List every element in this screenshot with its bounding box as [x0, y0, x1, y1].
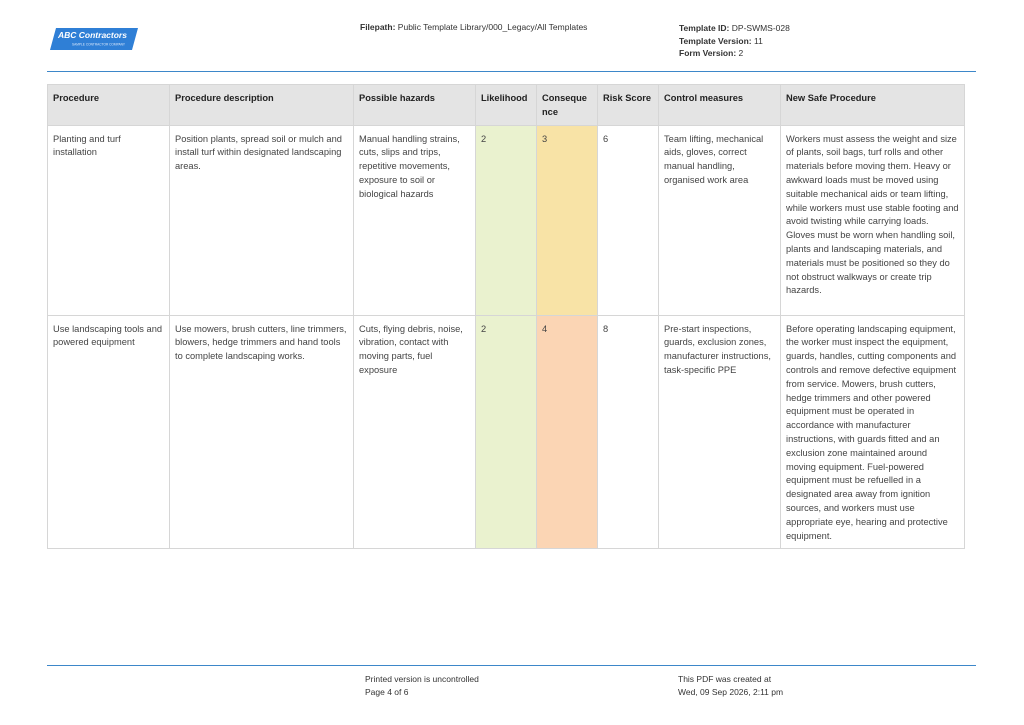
template-version-value: 11	[753, 35, 763, 46]
col-header-hazards: Possible hazards	[354, 85, 476, 126]
form-version-value: 2	[738, 48, 744, 58]
cell-procedure: Planting and turf installation	[48, 125, 170, 315]
footer-page-info	[365, 673, 479, 698]
page-number: Page 4 of 6	[365, 686, 409, 697]
cell-controls: Pre-start inspections, guards, exclusion zones, manufacturer instructions, task-specific PPE	[659, 315, 781, 549]
template-id-value: DP-SWMS-028	[731, 23, 790, 33]
uncontrolled-notice: Printed version is uncontrolled	[365, 674, 479, 684]
table-row	[48, 125, 965, 315]
cell-likelihood: 2	[476, 315, 537, 549]
filepath-line	[360, 22, 587, 32]
template-meta	[679, 22, 790, 60]
table-row	[48, 315, 965, 549]
logo-title: ABC Contractors	[58, 30, 127, 40]
cell-controls: Team lifting, mechanical aids, gloves, correct manual handling, organised work area	[659, 125, 781, 315]
cell-hazards: Manual handling strains, cuts, slips and trips, repetitive movements, exposure to soil or biological hazards	[354, 125, 476, 315]
col-header-risk-score: Risk Score	[598, 85, 659, 126]
cell-hazards: Cuts, flying debris, noise, vibration, contact with moving parts, fuel exposure	[354, 315, 476, 549]
logo-subtitle: SAMPLE CONTRACTOR COMPANY	[72, 42, 126, 47]
cell-consequence: 3	[537, 125, 598, 315]
cell-risk-score: 6	[598, 125, 659, 315]
template-id-line	[679, 22, 790, 35]
form-version-label: Form Version:	[679, 48, 737, 58]
cell-consequence: 4	[537, 315, 598, 549]
col-header-consequence: Consequence	[537, 85, 598, 126]
cell-new-procedure: Workers must assess the weight and size of plants, soil bags, turf rolls and other materials before moving them. Heavy or awkward loads must be moved using suitable mechanical aids or team lifting, while workers must use stable footing and avoid twisting while carrying loads. Gloves must be worn when handling soil, plants and landscaping materials, and materials must be positioned so they do not obstruct walkways or create trip hazards.	[781, 125, 965, 315]
header-divider	[47, 71, 976, 72]
footer-created-info	[678, 673, 783, 698]
col-header-likelihood: Likelihood	[476, 85, 537, 126]
cell-procedure: Use landscaping tools and powered equipment	[48, 315, 170, 549]
filepath-value: Public Template Library/000_Legacy/All Templates	[397, 22, 588, 32]
cell-likelihood: 2	[476, 125, 537, 315]
company-logo	[50, 27, 136, 51]
table-header-row	[48, 85, 965, 126]
cell-new-procedure: Before operating landscaping equipment, the worker must inspect the equipment, guards, handles, cutting components and controls and remove defective equipment from service. Mowers, brush cutters, hedge trimmers and other powered equipment must be operated in accordance with manufacturer instructions, with guards fitted and an exclusion zone maintained around moving equipment. Fuel-powered equipment must be refuelled in a designated area away from ignition sources, and workers must use appropriate eye, hearing and protective equipment.	[781, 315, 965, 549]
swms-risk-table	[47, 84, 965, 549]
created-label: This PDF was created at	[678, 674, 772, 684]
created-timestamp: Wed, 09 Sep 2026, 2:11 pm	[678, 686, 784, 697]
cell-description: Position plants, spread soil or mulch and install turf within designated landscaping areas.	[170, 125, 354, 315]
form-version-line	[679, 47, 790, 60]
template-id-label: Template ID:	[679, 23, 730, 33]
template-version-line	[679, 35, 790, 48]
cell-description: Use mowers, brush cutters, line trimmers, blowers, hedge trimmers and hand tools to complete landscaping works.	[170, 315, 354, 549]
col-header-procedure: Procedure	[48, 85, 170, 126]
cell-risk-score: 8	[598, 315, 659, 549]
footer-divider	[47, 665, 976, 666]
col-header-description: Procedure description	[170, 85, 354, 126]
col-header-new-procedure: New Safe Procedure	[781, 85, 965, 126]
filepath-label: Filepath:	[360, 22, 396, 32]
col-header-controls: Control measures	[659, 85, 781, 126]
template-version-label: Template Version:	[679, 35, 752, 46]
